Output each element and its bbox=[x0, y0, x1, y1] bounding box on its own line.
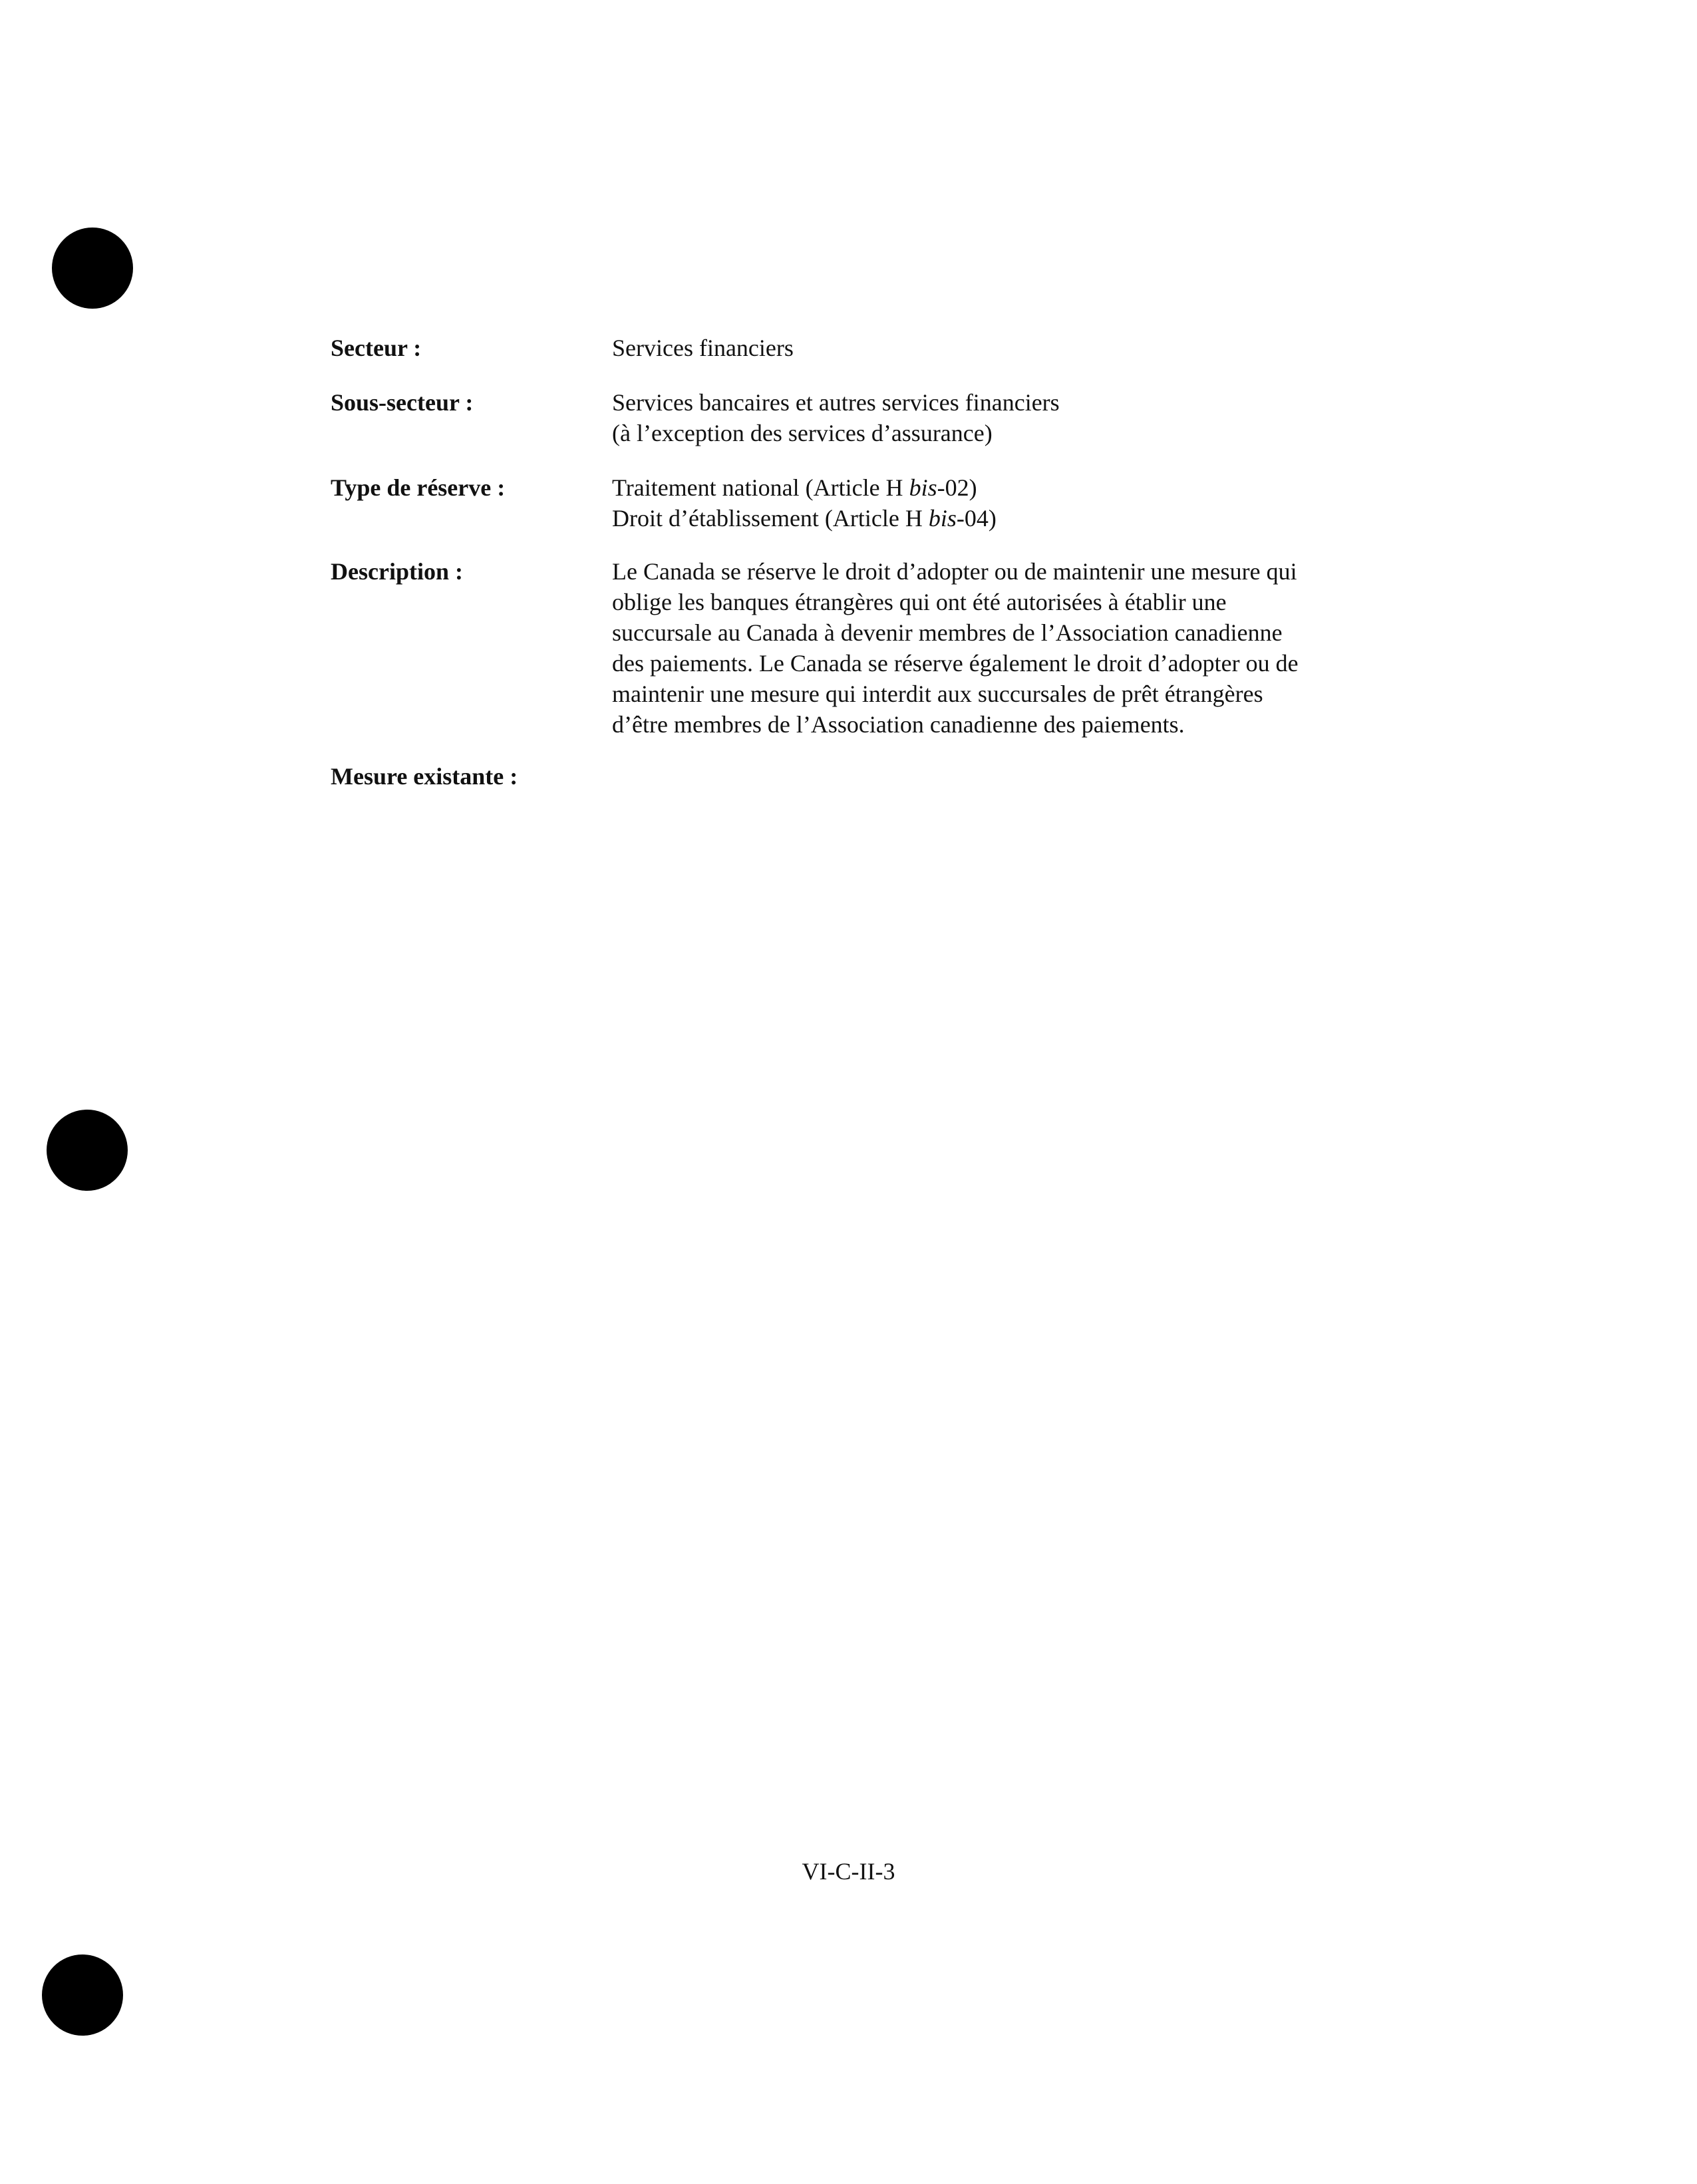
description-line: d’être membres de l’Association canadienne des paiements. bbox=[612, 711, 1185, 738]
type-reserve-line-2-italic: bis bbox=[928, 505, 957, 532]
type-reserve-line-1-italic: bis bbox=[909, 474, 937, 501]
type-reserve-value bbox=[612, 472, 1697, 534]
description-line: oblige les banques étrangères qui ont été autorisées à établir une bbox=[612, 589, 1227, 615]
secteur-line: Services financiers bbox=[612, 335, 794, 361]
sous-secteur-line: Services bancaires et autres services financiers bbox=[612, 389, 1060, 416]
punch-hole-top bbox=[52, 228, 133, 309]
type-reserve-line-1 bbox=[612, 472, 1697, 503]
description-line: maintenir une mesure qui interdit aux succursales de prêt étrangères bbox=[612, 681, 1263, 707]
description-value bbox=[612, 556, 1697, 740]
sous-secteur-value bbox=[612, 387, 1697, 448]
punch-hole-bottom bbox=[42, 1954, 123, 2036]
type-reserve-line-1-prefix: Traitement national (Article H bbox=[612, 474, 909, 501]
type-reserve-line-2-suffix: -04) bbox=[956, 505, 997, 532]
secteur-value bbox=[612, 333, 1697, 363]
description-line: Le Canada se réserve le droit d’adopter ou de maintenir une mesure qui bbox=[612, 558, 1297, 585]
type-reserve-line-2-prefix: Droit d’établissement (Article H bbox=[612, 505, 929, 532]
sous-secteur-line: (à l’exception des services d’assurance) bbox=[612, 420, 993, 446]
type-reserve-line-2 bbox=[612, 503, 1697, 534]
description-label: Description : bbox=[331, 558, 463, 585]
mesure-existante-label: Mesure existante : bbox=[331, 763, 518, 790]
sous-secteur-label: Sous-secteur : bbox=[331, 389, 474, 416]
page-number: VI-C-II-3 bbox=[802, 1858, 895, 1885]
secteur-label: Secteur : bbox=[331, 335, 422, 361]
description-line: succursale au Canada à devenir membres de l’Association canadienne bbox=[612, 619, 1283, 646]
punch-hole-middle bbox=[47, 1110, 128, 1191]
description-line: des paiements. Le Canada se réserve également le droit d’adopter ou de bbox=[612, 650, 1299, 677]
type-reserve-line-1-suffix: -02) bbox=[937, 474, 977, 501]
type-reserve-label: Type de réserve : bbox=[331, 474, 506, 501]
